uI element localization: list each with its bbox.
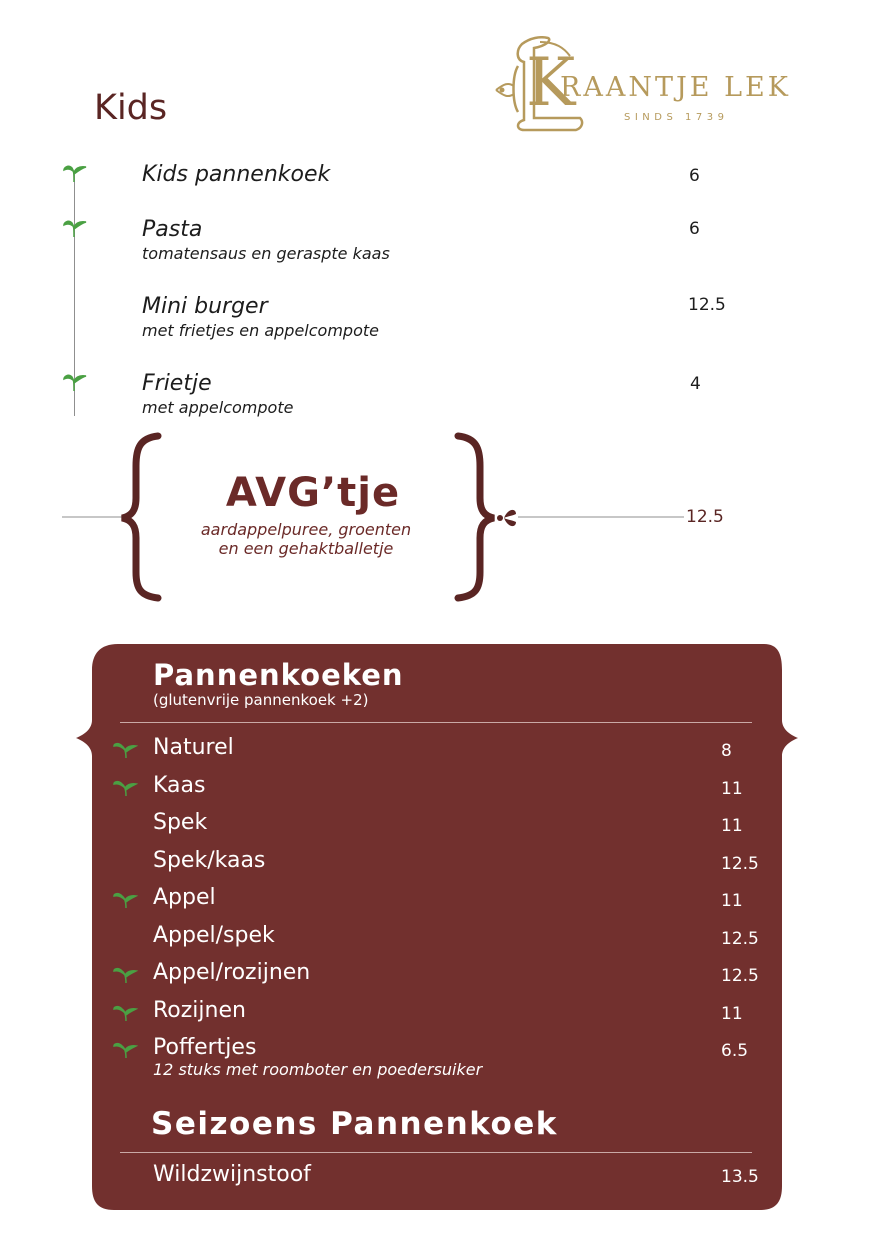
item-name: Kaas (153, 773, 206, 798)
vegetarian-sprout-icon (112, 738, 138, 760)
item-price: 12.5 (721, 929, 759, 949)
item-price: 12.5 (721, 966, 759, 986)
pancake-menu-item (153, 998, 773, 1024)
item-price: 12.5 (688, 295, 726, 315)
item-name: Kids pannenkoek (142, 162, 331, 187)
seasonal-menu-item (153, 1162, 773, 1188)
kids-menu-item (142, 161, 622, 189)
item-name: Spek/kaas (153, 848, 266, 873)
item-price: 4 (690, 374, 701, 394)
item-description: tomatensaus en geraspte kaas (142, 244, 390, 263)
seasonal-section-title: Seizoens Pannenkoek (151, 1106, 558, 1142)
item-name: Frietje (142, 371, 212, 396)
item-name: Mini burger (142, 294, 268, 319)
special-price: 12.5 (686, 507, 724, 527)
item-price: 11 (721, 1004, 743, 1024)
special-title: AVG’tje (225, 470, 401, 516)
logo-tagline: SINDS 1739 (624, 112, 729, 123)
item-price: 6 (689, 166, 700, 186)
logo-initial: K (526, 44, 576, 121)
vegetarian-sprout-icon (112, 888, 138, 910)
pancake-menu-item (153, 773, 773, 799)
item-price: 11 (721, 816, 743, 836)
item-name: Appel/spek (153, 923, 275, 948)
item-price: 12.5 (721, 854, 759, 874)
item-price: 6 (689, 219, 700, 239)
item-name: Appel (153, 885, 216, 910)
vegetarian-sprout-icon (112, 963, 138, 985)
brace-ornament (56, 432, 696, 604)
kids-section-title: Kids (94, 88, 168, 128)
vegetarian-sprout-icon (62, 371, 88, 393)
pancake-menu-item (153, 923, 773, 949)
pancakes-section-title: Pannenkoeken (153, 658, 404, 692)
vegetarian-sprout-icon (62, 217, 88, 239)
vegetarian-sprout-icon (112, 1038, 138, 1060)
item-name: Rozijnen (153, 998, 246, 1023)
item-name: Appel/rozijnen (153, 960, 311, 985)
kids-menu-item (142, 216, 622, 264)
pancake-menu-item (153, 848, 773, 874)
item-price: 8 (721, 741, 732, 761)
pancake-menu-item (153, 735, 773, 761)
pancake-menu-item (153, 1035, 773, 1079)
pancake-menu-item (153, 810, 773, 836)
special-desc-line: aardappelpuree, groenten (200, 520, 412, 539)
item-description: met frietjes en appelcompote (142, 321, 379, 340)
item-price: 13.5 (721, 1167, 759, 1187)
item-description: met appelcompote (142, 398, 294, 417)
item-name: Pasta (142, 217, 203, 242)
vegetarian-sprout-icon (62, 162, 88, 184)
vegetarian-sprout-icon (112, 1001, 138, 1023)
pancakes-subtitle: (glutenvrije pannenkoek +2) (153, 691, 369, 709)
special-description (160, 520, 452, 558)
item-name: Naturel (153, 735, 234, 760)
kids-menu-item (142, 293, 622, 341)
item-price: 11 (721, 779, 743, 799)
kids-menu-item (142, 370, 622, 418)
item-name: Poffertjes (153, 1035, 257, 1060)
item-price: 11 (721, 891, 743, 911)
item-name: Wildzwijnstoof (153, 1162, 311, 1187)
vegetarian-sprout-icon (112, 776, 138, 798)
pancake-menu-item (153, 885, 773, 911)
item-price: 6.5 (721, 1041, 749, 1061)
item-name: Spek (153, 810, 208, 835)
item-description: 12 stuks met roomboter en poedersuiker (153, 1060, 483, 1079)
logo-wordmark: RAANTJE LEK (560, 72, 791, 103)
divider (120, 722, 752, 723)
brand-logo (494, 36, 804, 132)
special-desc-line: en een gehaktballetje (218, 539, 394, 558)
pancake-menu-item (153, 960, 773, 986)
divider (120, 1152, 752, 1153)
